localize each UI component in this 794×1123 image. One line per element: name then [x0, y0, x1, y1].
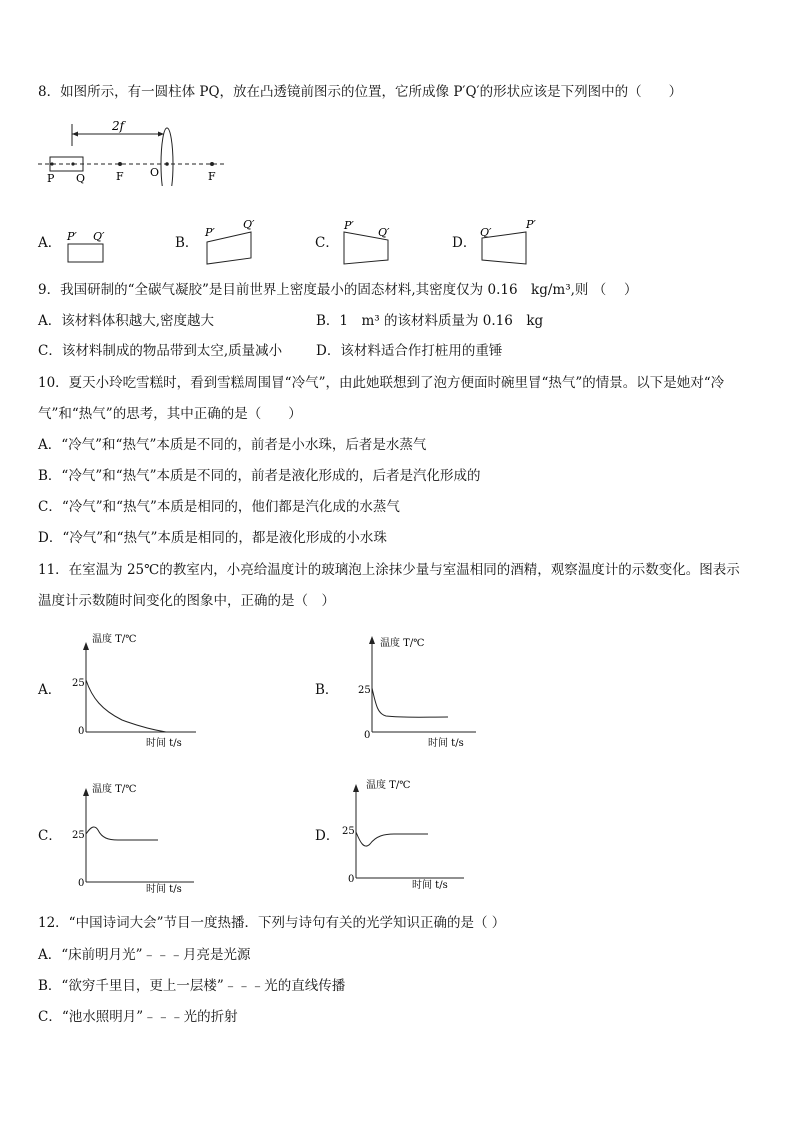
svg-text:25: 25 — [358, 685, 371, 696]
q12-option-a: A．“床前明月光”﹣﹣﹣月亮是光源 — [38, 947, 251, 963]
svg-text:时间 t/s: 时间 t/s — [146, 884, 182, 895]
q11-graph-b — [344, 632, 484, 752]
svg-text:温度 T/℃: 温度 T/℃ — [366, 780, 411, 791]
q8-option-a: A． — [38, 235, 62, 251]
svg-text:P′: P′ — [526, 218, 536, 231]
q8-stem: 8．如图所示，有一圆柱体 PQ，放在凸透镜前图示的位置，它所成像 P′Q′的形状应该是下列图中的（ ） — [38, 84, 683, 100]
svg-text:0: 0 — [348, 874, 355, 885]
svg-text:25: 25 — [72, 678, 85, 689]
svg-text:温度 T/℃: 温度 T/℃ — [92, 634, 137, 645]
q9-option-d: D．该材料适合作打桩用的重锤 — [316, 343, 503, 359]
q10-stem-line2: 气”和“热气”的思考，其中正确的是（ ） — [38, 406, 302, 422]
q12-option-c: C．“池水照明月”﹣﹣﹣光的折射 — [38, 1009, 238, 1025]
q9-option-c: C．该材料制成的物品带到太空,质量减小 — [38, 343, 283, 359]
q12-option-b: B．“欲穷千里目，更上一层楼”﹣﹣﹣光的直线传播 — [38, 978, 346, 994]
svg-text:F: F — [116, 170, 124, 183]
q11-option-c: C． — [38, 828, 62, 844]
two-f-label: 2f — [112, 119, 125, 133]
q8-figure-b — [203, 216, 263, 270]
svg-text:25: 25 — [342, 826, 355, 837]
svg-text:P′: P′ — [205, 226, 215, 239]
svg-text:时间 t/s: 时间 t/s — [412, 880, 448, 891]
svg-text:0: 0 — [78, 726, 85, 737]
q11-graph-d — [338, 774, 478, 894]
svg-text:Q′: Q′ — [93, 230, 105, 243]
q11-stem-line2: 温度计示数随时间变化的图象中，正确的是（ ） — [38, 593, 335, 609]
svg-text:F: F — [208, 170, 216, 183]
convex-lens — [161, 128, 173, 186]
q10-option-a: A．“冷气”和“热气”本质是不同的，前者是小水珠，后者是水蒸气 — [38, 437, 427, 453]
q11-graph-c — [62, 776, 202, 896]
svg-text:P: P — [47, 172, 55, 185]
q8-option-d: D． — [452, 235, 477, 251]
q9-option-a: A．该材料体积越大,密度越大 — [38, 313, 215, 329]
q8-figure-c — [342, 216, 402, 270]
svg-text:温度 T/℃: 温度 T/℃ — [380, 638, 425, 649]
svg-text:P′: P′ — [344, 219, 354, 232]
q12-stem: 12．“中国诗词大会”节目一度热播．下列与诗句有关的光学知识正确的是（ ） — [38, 915, 506, 931]
q8-figure-a — [64, 228, 116, 268]
svg-text:时间 t/s: 时间 t/s — [146, 738, 182, 748]
svg-text:25: 25 — [72, 830, 85, 841]
svg-text:Q′: Q′ — [243, 218, 255, 231]
svg-text:O: O — [150, 166, 160, 179]
q10-option-b: B．“冷气”和“热气”本质是不同的，前者是液化形成的，后者是汽化形成的 — [38, 468, 481, 484]
q9-stem: 9．我国研制的“全碳气凝胶”是目前世界上密度最小的固态材料,其密度仅为 0.16 kg/m³,则 （ ） — [38, 282, 638, 298]
q10-option-c: C．“冷气”和“热气”本质是相同的，他们都是汽化成的水蒸气 — [38, 499, 400, 515]
q11-option-d: D． — [315, 828, 340, 844]
q8-option-c: C． — [315, 235, 339, 251]
svg-text:0: 0 — [364, 730, 371, 741]
q11-option-b: B． — [315, 682, 339, 698]
lens-diagram — [36, 116, 236, 186]
svg-text:Q′: Q′ — [480, 226, 492, 239]
svg-text:时间 t/s: 时间 t/s — [428, 738, 464, 749]
q9-option-b: B．1 m³ 的该材料质量为 0.16 kg — [316, 313, 544, 329]
svg-text:温度 T/℃: 温度 T/℃ — [92, 784, 137, 795]
q11-graph-a — [62, 628, 202, 748]
focus-right — [210, 162, 214, 166]
q10-stem-line1: 10．夏天小玲吃雪糕时，看到雪糕周围冒“冷气”，由此她联想到了泡方便面时碗里冒“热气”的情景。以下是她对“冷 — [38, 375, 725, 391]
q11-stem-line1: 11．在室温为 25℃的教室内，小亮给温度计的玻璃泡上涂抹少量与室温相同的酒精，观察温度计的示数变化。图表示 — [38, 562, 740, 578]
svg-text:Q: Q — [76, 172, 86, 185]
q11-option-a: A． — [38, 682, 62, 698]
focus-left — [118, 162, 122, 166]
svg-text:Q′: Q′ — [378, 226, 390, 239]
q8-option-b: B． — [175, 235, 199, 251]
q8-figure-d — [478, 216, 548, 270]
q10-option-d: D．“冷气”和“热气”本质是相同的，都是液化形成的小水珠 — [38, 530, 387, 546]
svg-text:P′: P′ — [67, 230, 77, 243]
svg-text:0: 0 — [78, 878, 85, 889]
